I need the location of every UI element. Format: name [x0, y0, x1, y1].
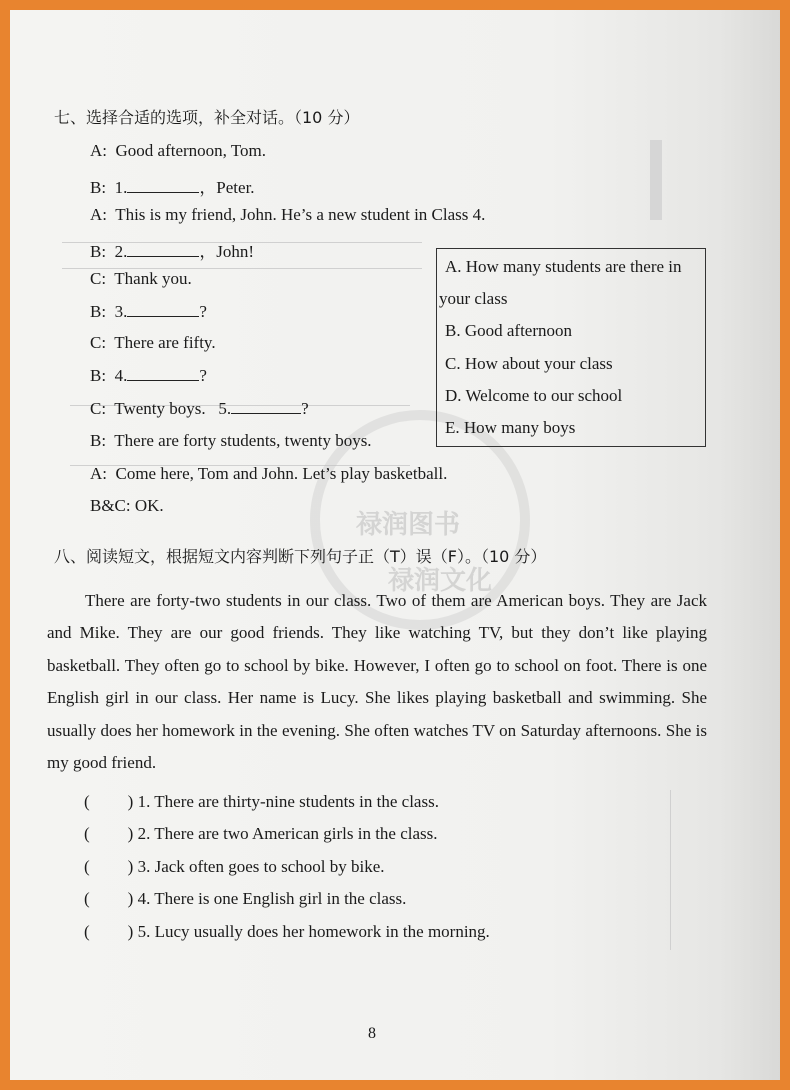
section-7-title: 七、选择合适的选项，补全对话。（10 分） [54, 108, 360, 127]
answer-paren-open[interactable]: ( [84, 792, 90, 811]
statement-row: ( ) 2. There are two American girls in the class. [84, 824, 438, 843]
answer-paren-close: ) [127, 824, 134, 843]
dialogue-line: A: Good afternoon, Tom. [90, 141, 267, 160]
bleed-through-line [670, 790, 671, 950]
dialogue-line: A: This is my friend, John. He’s a new student in Class 4. [90, 205, 486, 224]
dialogue-line: C: There are fifty. [90, 333, 216, 352]
options-box [436, 248, 706, 447]
dialogue-line: C: Twenty boys. 5. ? [90, 399, 309, 418]
answer-blank-1[interactable] [127, 177, 199, 193]
option-b: B. Good afternoon [445, 321, 573, 340]
dialogue-line: C: Thank you. [90, 269, 192, 288]
reading-passage: There are forty-two students in our class. Two of them are American boys. They are Jack and Mike. They are our good friends. They like watching TV, but they don’t like playing basketball. They often go to school by bike. However, I often go to school on foot. There is one English girl in our class. Her name is Lucy. She likes playing basketball and swimming. She usually does her homework in the evening. She often watches TV on Saturday afternoons. She is my good friend. [47, 591, 707, 773]
statement-row: ( ) 4. There is one English girl in the class. [84, 889, 407, 908]
answer-paren-close: ) [127, 889, 134, 908]
answer-blank-4[interactable] [127, 365, 199, 381]
dialogue-line: B&C: OK. [90, 496, 164, 515]
answer-paren-open[interactable]: ( [84, 922, 90, 941]
answer-paren-open[interactable]: ( [84, 857, 90, 876]
statement-row: ( ) 3. Jack often goes to school by bike. [84, 857, 385, 876]
option-a-continued: your class [439, 289, 508, 308]
option-c: C. How about your class [445, 354, 613, 373]
bleed-through-block [650, 140, 662, 220]
watermark-text-top: 禄润图书 [356, 510, 461, 540]
option-a: A. How many students are there in [445, 257, 682, 276]
dialogue-line: B: There are forty students, twenty boys. [90, 431, 372, 450]
dialogue-line: B: 2. ，John! [90, 242, 255, 261]
answer-paren-close: ) [127, 792, 134, 811]
answer-blank-3[interactable] [127, 301, 199, 317]
dialogue-line: A: Come here, Tom and John. Let’s play basketball. [90, 464, 448, 483]
dialogue-line: B: 3. ? [90, 302, 207, 321]
option-e: E. How many boys [445, 418, 576, 437]
answer-paren-open[interactable]: ( [84, 889, 90, 908]
worksheet-page [10, 10, 780, 1080]
page-number: 8 [368, 1025, 376, 1042]
statement-row: ( ) 1. There are thirty-nine students in the class. [84, 792, 439, 811]
answer-paren-close: ) [127, 922, 134, 941]
answer-blank-5[interactable] [231, 398, 301, 414]
dialogue-line: B: 1. ，Peter. [90, 178, 255, 197]
section-8-title: 八、阅读短文，根据短文内容判断下列句子正（T）误（F）。（10 分） [54, 547, 547, 566]
watermark-text-bottom: 禄润文化 [388, 566, 493, 596]
dialogue-line: B: 4. ? [90, 366, 207, 385]
statement-row: ( ) 5. Lucy usually does her homework in the morning. [84, 922, 490, 941]
answer-blank-2[interactable] [127, 241, 199, 257]
option-d: D. Welcome to our school [445, 386, 623, 405]
answer-paren-open[interactable]: ( [84, 824, 90, 843]
answer-paren-close: ) [127, 857, 134, 876]
